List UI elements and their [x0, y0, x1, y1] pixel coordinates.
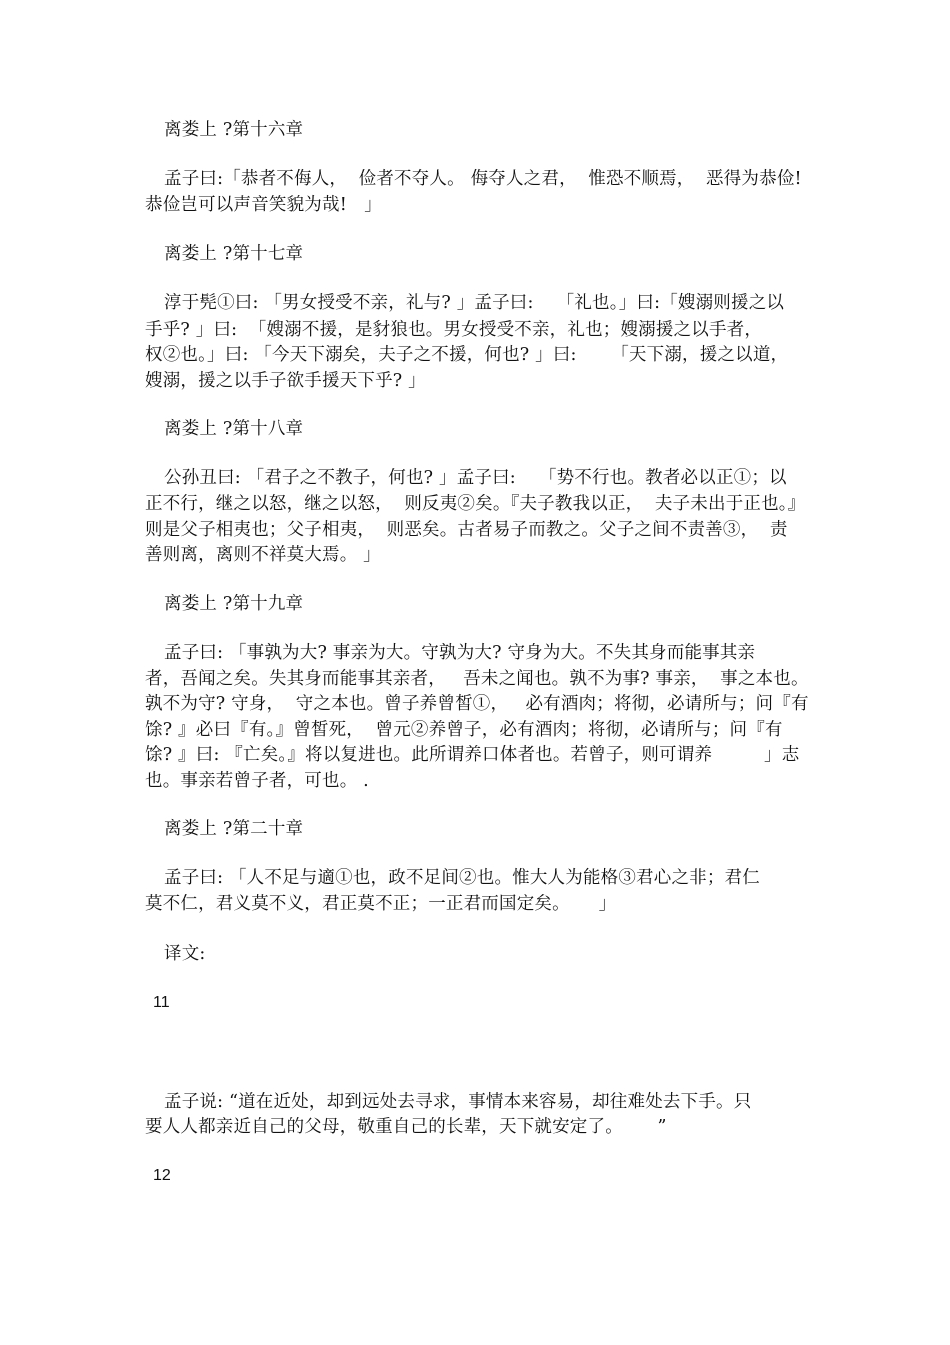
translation-label: 译文:: [164, 944, 206, 964]
chapter-heading: 离娄上 ?第十六章: [164, 120, 304, 140]
text-line: 权②也。」曰: 「今天下溺矣，夫子之不援，何也? 」曰: 「天下溺，援之以道，: [145, 345, 789, 365]
chapter-heading: 离娄上 ?第十七章: [164, 244, 304, 264]
chapter-heading: 离娄上 ?第二十章: [164, 819, 304, 839]
chapter-heading: 离娄上 ?第十八章: [164, 419, 304, 439]
text-line: 孟子曰:「恭者不侮人， 俭者不夺人。 侮夺人之君， 惟恐不顺焉， 恶得为恭俭!: [164, 169, 802, 189]
text-line: 馀? 』曰: 『亡矣。』将以复进也。此所谓养口体者也。若曾子，则可谓养 」志: [145, 745, 800, 765]
text-line: 则是父子相夷也；父子相夷， 则恶矣。古者易子而教之。父子之间不责善③， 责: [145, 520, 788, 540]
text-line: 孰不为守? 守身， 守之本也。曾子养曾皙①， 必有酒肉；将彻，必请所与；问『有: [145, 694, 809, 714]
text-line: 善则离，离则不祥莫大焉。 」: [145, 545, 381, 565]
text-line: 孟子曰: 「事孰为大? 事亲为大。守孰为大? 守身为大。不失其身而能事其亲: [164, 643, 756, 663]
text-line: 也。事亲若曾子者，可也。 .: [145, 771, 369, 791]
page-number: 12: [153, 1167, 171, 1184]
text-line: 孟子说: “道在近处，却到远处去寻求，事情本来容易，却往难处去下手。只: [164, 1092, 752, 1112]
text-line: 公孙丑曰: 「君子之不教子，何也? 」孟子曰: 「势不行也。教者必以正①；以: [164, 468, 787, 488]
text-line: 孟子曰: 「人不足与適①也，政不足间②也。惟大人为能格③君心之非；君仁: [164, 868, 760, 888]
text-line: 淳于髡①曰: 「男女授受不亲，礼与? 」孟子曰: 「礼也。」曰:「嫂溺则援之以: [164, 293, 785, 313]
text-line: 馀? 』必曰『有。』曾皙死， 曾元②养曾子，必有酒肉；将彻，必请所与；问『有: [145, 720, 783, 740]
text-line: 要人人都亲近自己的父母，敬重自己的长辈，天下就安定了。 ”: [145, 1117, 667, 1137]
text-line: 嫂溺，援之以手子欲手援天下乎? 」: [145, 371, 426, 391]
text-line: 手乎? 」曰: 「嫂溺不援，是豺狼也。男女授受不亲，礼也；嫂溺援之以手者，: [145, 320, 763, 340]
chapter-heading: 离娄上 ?第十九章: [164, 594, 304, 614]
text-line: 正不行，继之以怒，继之以怒， 则反夷②矣。『夫子教我以正， 夫子未出于正也。』: [145, 494, 806, 514]
text-line: 者，吾闻之矣。失其身而能事其亲者， 吾未之闻也。孰不为事? 事亲， 事之本也。: [145, 669, 809, 689]
text-line: 恭俭岂可以声音笑貌为哉! 」: [145, 195, 382, 215]
text-line: 莫不仁，君义莫不义，君正莫不正；一正君而国定矣。 」: [145, 894, 617, 914]
page-number: 11: [153, 994, 170, 1011]
